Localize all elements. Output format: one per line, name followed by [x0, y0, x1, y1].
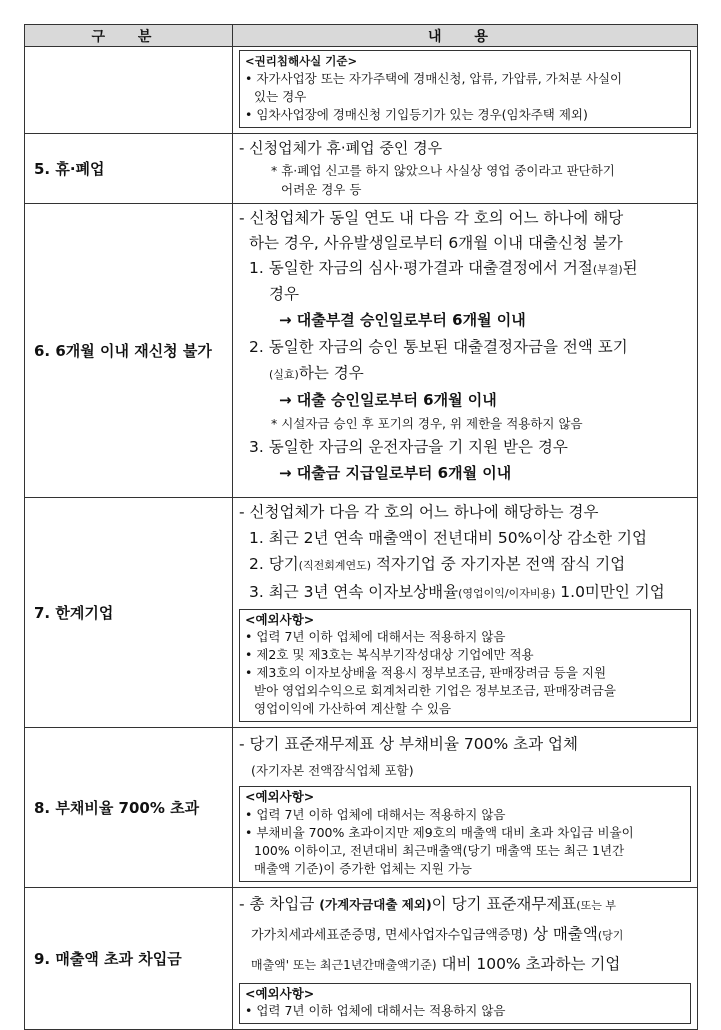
- box-line: • 임차사업장에 경매신청 기입등기가 있는 경우(임차주택 제외): [245, 106, 588, 122]
- text-line: 1. 동일한 자금의 심사·평가결과 대출결정에서 거절(부결)된: [249, 258, 638, 277]
- exception-box-7: [239, 609, 691, 723]
- note-line: * 휴·폐업 신고를 하지 않았으나 사실상 영업 중이라고 판단하기: [271, 162, 615, 178]
- box-line: 받아 영업외수익으로 회계처리한 기업은 정부보조금, 판매장려금을: [254, 683, 616, 698]
- box-line: 매출액 기준)이 증가한 업체는 지원 가능: [254, 860, 472, 876]
- table-row-5: [25, 133, 698, 203]
- text-line: 2. 당기(직전회계연도) 적자기업 중 자기자본 전액 잠식 기업: [249, 554, 626, 573]
- header-content: 내 용: [233, 25, 698, 47]
- text-line: 1. 최근 2년 연속 매출액이 전년대비 50%이상 감소한 기업: [249, 528, 647, 547]
- table-row-7: [25, 497, 698, 728]
- text-line: 3. 동일한 자금의 운전자금을 기 지원 받은 경우: [249, 437, 568, 456]
- box-line: • 제3호의 이자보상배율 적용시 정부보조금, 판매장려금 등을 지원: [245, 665, 607, 680]
- box-line: • 부채비율 700% 초과이지만 제9호의 매출액 대비 초과 차입금 비율이: [245, 824, 634, 840]
- text-line: 3. 최근 3년 연속 이자보상배율(영업이익/이자비용) 1.0미만인 기업: [249, 582, 665, 601]
- box-line: 영업이익에 가산하여 계산할 수 있음: [254, 701, 452, 716]
- box-line: 100% 이하이고, 전년대비 최근매출액(당기 매출액 또는 최근 1년간: [254, 842, 625, 858]
- content-cell-5: [233, 133, 698, 203]
- text-line: 매출액' 또는 최근1년간매출액기준) 대비 100% 초과하는 기업: [251, 954, 621, 973]
- criteria-table: [24, 24, 698, 1030]
- box-title: <예외사항>: [245, 789, 315, 804]
- box-line: 있는 경우: [254, 88, 307, 104]
- category-8: 8. 부채비율 700% 초과: [25, 728, 233, 888]
- content-cell-9: [233, 887, 698, 1030]
- box-title: <권리침해사실 기준>: [245, 54, 358, 68]
- result-line: → 대출금 지급일로부터 6개월 이내: [279, 463, 512, 482]
- result-line: → 대출 승인일로부터 6개월 이내: [279, 390, 497, 409]
- table-header-row: [25, 25, 698, 47]
- box-title: <예외사항>: [245, 985, 315, 1001]
- note-line: * 시설자금 승인 후 포기의 경우, 위 제한을 적용하지 않음: [271, 415, 583, 431]
- header-category: 구 분: [25, 25, 233, 47]
- text-line: - 신청업체가 휴·폐업 중인 경우: [239, 138, 443, 157]
- category-5: 5. 휴·폐업: [25, 133, 233, 203]
- text-line: (자기자본 전액잠식업체 포함): [251, 763, 414, 778]
- table-row-8: [25, 728, 698, 888]
- text-line: 경우: [269, 284, 299, 303]
- table-row-9: [25, 887, 698, 1030]
- category-9: 9. 매출액 초과 차입금: [25, 887, 233, 1030]
- table-row-rights: [25, 47, 698, 134]
- text-line: - 당기 표준재무제표 상 부채비율 700% 초과 업체: [239, 735, 578, 753]
- content-cell-7: [233, 497, 698, 728]
- content-cell-8: [233, 728, 698, 888]
- text-line: - 총 차입금 (가계자금대출 제외)이 당기 표준재무제표(또는 부: [239, 894, 616, 913]
- box-line: • 자가사업장 또는 자가주택에 경매신청, 압류, 가압류, 가처분 사실이: [245, 70, 623, 86]
- note-line: 어려운 경우 등: [281, 181, 362, 197]
- exception-box-9: [239, 983, 691, 1025]
- text-line: 가가치세과세표준증명, 면세사업자수입금액증명) 상 매출액(당기: [251, 924, 624, 943]
- text-line: - 신청업체가 다음 각 호의 어느 하나에 해당하는 경우: [239, 502, 599, 521]
- box-line: • 업력 7년 이하 업체에 대해서는 적용하지 않음: [245, 629, 506, 644]
- content-cell-6: [233, 203, 698, 497]
- exception-box-8: [239, 786, 691, 882]
- category-cell-empty: [25, 47, 233, 134]
- category-7: 7. 한계기업: [25, 497, 233, 728]
- rights-criteria-box: [239, 50, 691, 128]
- box-title: <예외사항>: [245, 611, 315, 627]
- table-row-6: [25, 203, 698, 497]
- text-line: 하는 경우, 사유발생일로부터 6개월 이내 대출신청 불가: [249, 233, 623, 252]
- box-line: • 업력 7년 이하 업체에 대해서는 적용하지 않음: [245, 1003, 506, 1018]
- text-line: 2. 동일한 자금의 승인 통보된 대출결정자금을 전액 포기: [249, 337, 628, 356]
- text-line: (실효)하는 경우: [269, 363, 364, 382]
- text-line: - 신청업체가 동일 연도 내 다음 각 호의 어느 하나에 해당: [239, 208, 624, 227]
- category-6: 6. 6개월 이내 재신청 불가: [25, 203, 233, 497]
- box-line: • 업력 7년 이하 업체에 대해서는 적용하지 않음: [245, 806, 506, 822]
- result-line: → 대출부결 승인일로부터 6개월 이내: [279, 310, 526, 329]
- box-line: • 제2호 및 제3호는 복식부기작성대상 기업에만 적용: [245, 647, 534, 662]
- content-cell-rights: [233, 47, 698, 134]
